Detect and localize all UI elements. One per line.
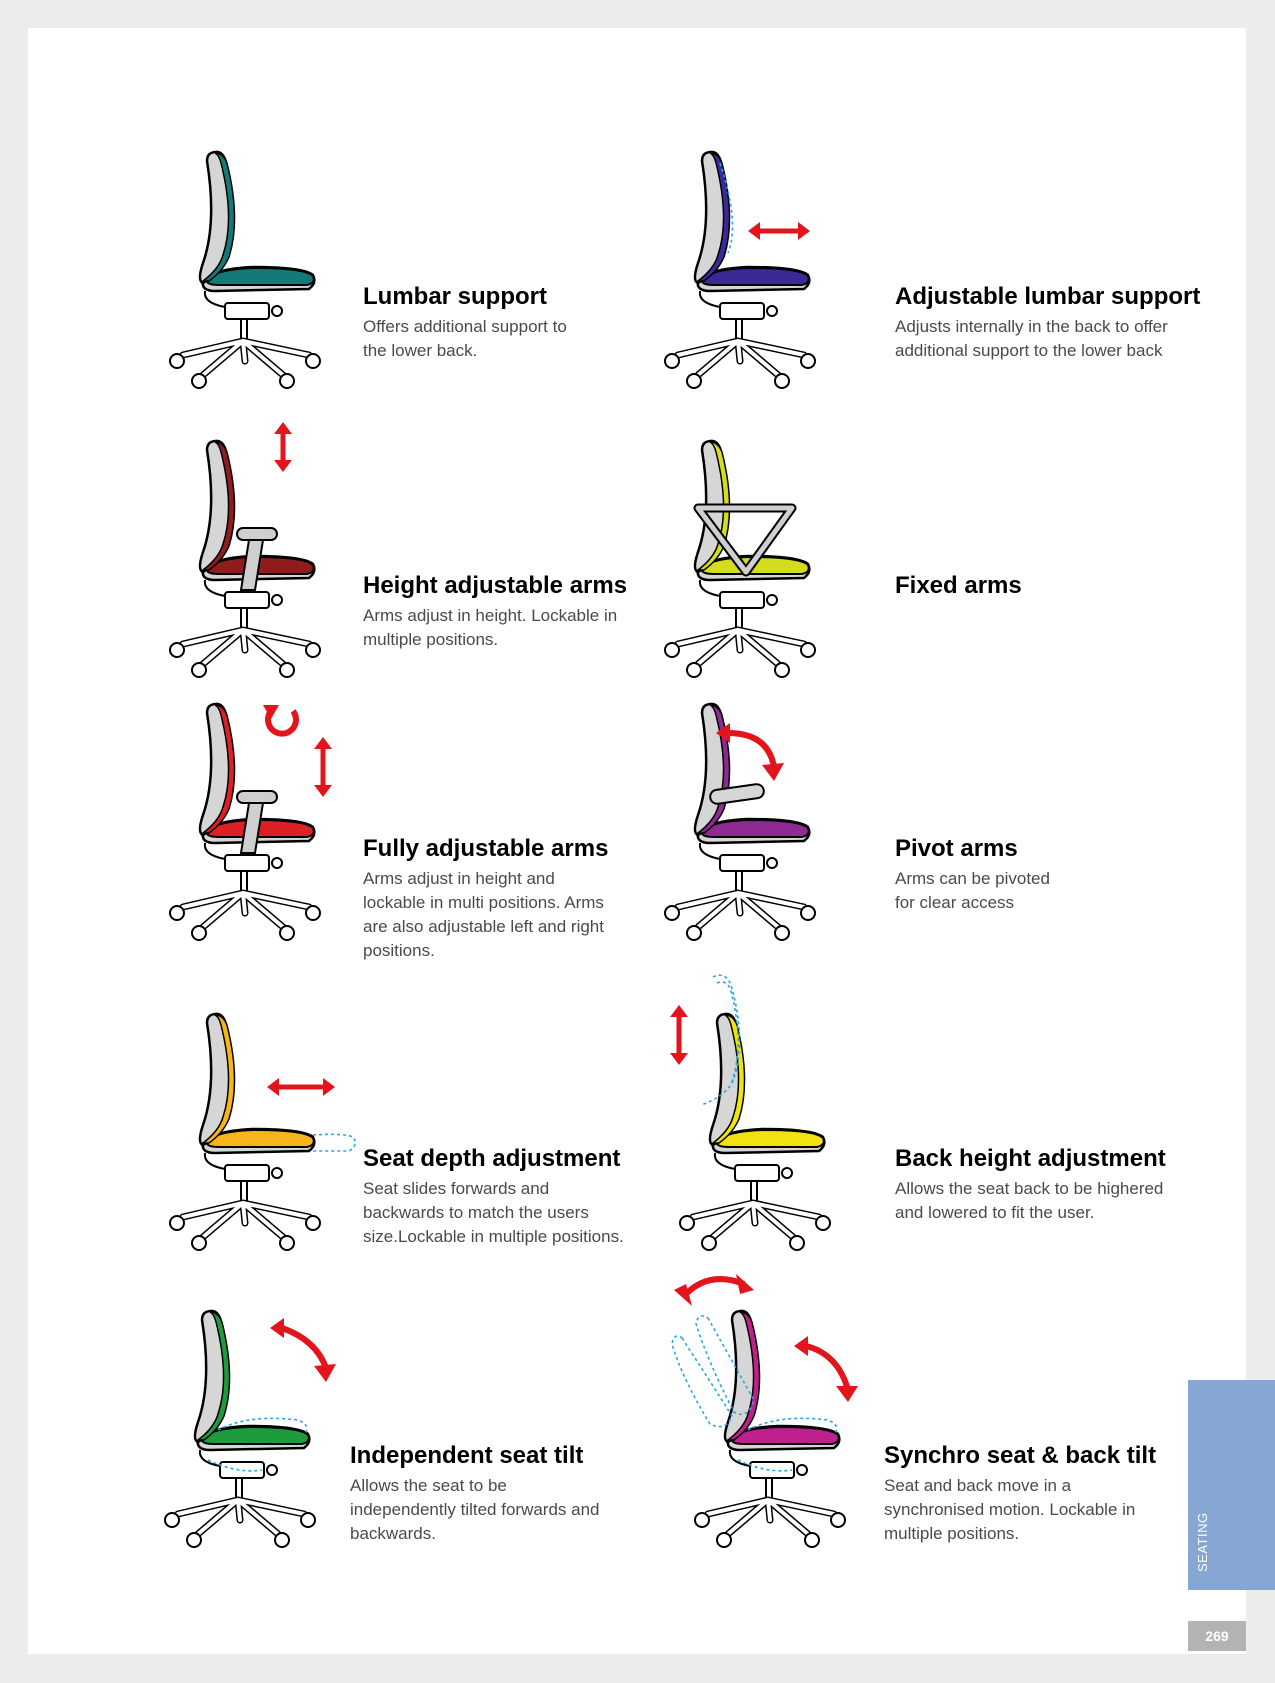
arrowhead (670, 1053, 688, 1065)
feature-text (363, 283, 663, 363)
chair-lever-knob (767, 306, 777, 316)
chair-castor (170, 1216, 184, 1230)
chair-castor (170, 354, 184, 368)
chair-lever-knob (767, 858, 777, 868)
feature-height-adjustable-arms (163, 412, 723, 682)
chair-castor (702, 1236, 716, 1250)
page-number: 269 (1188, 1621, 1246, 1651)
feature-title: Seat depth adjustment (363, 1145, 621, 1172)
feature-lumbar-support (163, 123, 723, 393)
chair-castor (775, 926, 789, 940)
chair-mechanism (735, 1165, 779, 1181)
chair-base (183, 341, 309, 375)
feature-text (884, 1442, 1184, 1546)
chair-back-support (205, 580, 225, 596)
chair-mechanism (750, 1462, 794, 1478)
chair-back-support (730, 1450, 750, 1466)
chair-castor (280, 374, 294, 388)
chair-lever-knob (272, 858, 282, 868)
armrest-post (241, 540, 263, 590)
chair-base (678, 893, 804, 927)
section-tab-label: SEATING (1195, 1512, 1210, 1572)
chair-base (708, 1500, 834, 1534)
feature-title: Back height adjustment (895, 1145, 1166, 1172)
arrowhead (736, 1274, 754, 1294)
chair-mechanism (225, 592, 269, 608)
chair-base (183, 1203, 309, 1237)
chair-castor (680, 1216, 694, 1230)
chair-castor (170, 643, 184, 657)
chair-base (183, 893, 309, 927)
chair-back-height-illustration (673, 985, 873, 1245)
feature-text (363, 1145, 683, 1249)
arrowhead (314, 1364, 336, 1382)
feature-description: Adjusts internally in the back to offer additional support to the lower back (895, 317, 1168, 360)
feature-description: Allows the seat to be independently tilted forwards and backwards. (350, 1476, 600, 1543)
chair-base (693, 1203, 819, 1237)
section-tab[interactable] (1188, 1380, 1275, 1590)
chair-lever-knob (267, 1465, 277, 1475)
chair-castor (301, 1513, 315, 1527)
arrowhead (274, 460, 292, 472)
curved-arrow (282, 1328, 326, 1368)
chair-seat-depth-illustration (163, 985, 363, 1245)
curved-arrow (728, 733, 774, 767)
chair-seat-cushion (207, 1130, 314, 1147)
arrowhead (762, 763, 784, 781)
chair-mechanism (720, 592, 764, 608)
chair-castor (187, 1533, 201, 1547)
arrowhead (267, 1078, 279, 1096)
chair-pivot-arms-illustration (658, 675, 858, 935)
feature-text (363, 835, 663, 963)
arrowhead (836, 1386, 858, 1402)
chair-back-support (205, 1153, 225, 1169)
arrowhead (270, 1318, 284, 1338)
chair-mechanism (220, 1462, 264, 1478)
feature-title: Height adjustable arms (363, 572, 628, 599)
feature-title: Fixed arms (895, 572, 1022, 599)
chair-back-support (715, 1153, 735, 1169)
chair-mechanism (720, 855, 764, 871)
chair-lever-knob (767, 595, 777, 605)
chair-lever-knob (782, 1168, 792, 1178)
arrowhead (314, 785, 332, 797)
arrowhead (323, 1078, 335, 1096)
arrowhead (314, 737, 332, 749)
chair-castor (192, 1236, 206, 1250)
feature-seat-depth-adjustment (163, 985, 723, 1255)
chair-back-support (205, 291, 225, 307)
chair-castor (306, 354, 320, 368)
feature-text (350, 1442, 650, 1546)
chair-lumbar-support-illustration (163, 123, 363, 383)
chair-castor (170, 906, 184, 920)
feature-title: Synchro seat & back tilt (884, 1442, 1157, 1469)
chair-adjustable-lumbar-illustration (658, 123, 858, 383)
armrest-post (241, 803, 263, 853)
chair-castor (280, 1236, 294, 1250)
feature-text (363, 572, 663, 652)
chair-castor (280, 926, 294, 940)
chair-castor (665, 354, 679, 368)
curved-arrow (806, 1346, 848, 1390)
chair-base (678, 341, 804, 375)
arrowhead (794, 1336, 808, 1356)
feature-description: Arms adjust in height. Lockable in multiple positions. (363, 606, 618, 649)
feature-title: Fully adjustable arms (363, 835, 609, 862)
arrowhead (274, 422, 292, 434)
chair-castor (165, 1513, 179, 1527)
feature-text (895, 283, 1215, 363)
catalog-page (28, 28, 1246, 1654)
chair-castor (801, 906, 815, 920)
chair-base (678, 630, 804, 664)
arrowhead (748, 222, 760, 240)
feature-title: Adjustable lumbar support (895, 283, 1201, 310)
chair-castor (665, 643, 679, 657)
feature-title: Lumbar support (363, 283, 547, 310)
armrest-pad (237, 528, 277, 540)
chair-fixed-arms-illustration (658, 412, 858, 672)
feature-description: Seat slides forwards and backwards to match the users size.Lockable in multiple positions. (363, 1179, 624, 1246)
feature-description: Seat and back move in a synchronised motion. Lockable in multiple positions. (884, 1476, 1136, 1543)
chair-mechanism (225, 855, 269, 871)
feature-synchro-seat-back-tilt (688, 1282, 1248, 1552)
chair-mechanism (225, 1165, 269, 1181)
chair-seat-cushion (717, 1130, 824, 1147)
chair-castor (831, 1513, 845, 1527)
curved-arrow (684, 1279, 744, 1296)
chair-castor (790, 1236, 804, 1250)
feature-adjustable-lumbar-support (658, 123, 1218, 393)
chair-castor (717, 1533, 731, 1547)
chair-fully-adjustable-arms-illustration (163, 675, 363, 935)
ghost-outline (313, 1134, 355, 1151)
chair-mechanism (720, 303, 764, 319)
chair-lever-knob (797, 1465, 807, 1475)
chair-castor (306, 906, 320, 920)
feature-text (895, 572, 1195, 604)
chair-castor (695, 1513, 709, 1527)
chair-castor (306, 643, 320, 657)
chair-lever-knob (272, 306, 282, 316)
chair-seat-cushion (702, 268, 809, 285)
chair-independent-seat-tilt-illustration (158, 1282, 358, 1542)
chair-back-support (200, 1450, 220, 1466)
feature-description: Arms adjust in height and lockable in multi positions. Arms are also adjustable left and right positions. (363, 869, 604, 960)
chair-base (183, 630, 309, 664)
chair-castor (306, 1216, 320, 1230)
arrowhead (798, 222, 810, 240)
chair-castor (816, 1216, 830, 1230)
chair-lever-knob (272, 595, 282, 605)
chair-seat-cushion (702, 820, 809, 837)
feature-description: Offers additional support to the lower back. (363, 317, 567, 360)
feature-title: Pivot arms (895, 835, 1018, 862)
feature-description: Allows the seat back to be highered and lowered to fit the user. (895, 1179, 1164, 1222)
feature-back-height-adjustment (673, 985, 1233, 1255)
feature-text (895, 1145, 1215, 1225)
feature-pivot-arms (658, 675, 1218, 945)
chair-back-support (700, 843, 720, 859)
chair-castor (687, 374, 701, 388)
feature-fully-adjustable-arms (163, 675, 723, 960)
chair-mechanism (225, 303, 269, 319)
chair-castor (192, 926, 206, 940)
chair-castor (805, 1533, 819, 1547)
chair-back-support (205, 843, 225, 859)
chair-castor (775, 374, 789, 388)
feature-text (895, 835, 1195, 915)
feature-independent-seat-tilt (158, 1282, 718, 1552)
chair-castor (801, 354, 815, 368)
chair-height-adjustable-arms-illustration (163, 412, 363, 672)
chair-back-support (700, 291, 720, 307)
chair-castor (192, 374, 206, 388)
feature-fixed-arms (658, 412, 1218, 682)
chair-lever-knob (272, 1168, 282, 1178)
armrest-pad (237, 791, 277, 803)
chair-castor (275, 1533, 289, 1547)
chair-back-support (700, 580, 720, 596)
chair-castor (665, 906, 679, 920)
chair-castor (687, 926, 701, 940)
feature-title: Independent seat tilt (350, 1442, 584, 1469)
chair-castor (801, 643, 815, 657)
feature-description: Arms can be pivoted for clear access (895, 869, 1050, 912)
arrowhead (670, 1005, 688, 1017)
chair-base (178, 1500, 304, 1534)
chair-seat-cushion (207, 268, 314, 285)
chair-synchro-tilt-illustration (688, 1282, 888, 1542)
